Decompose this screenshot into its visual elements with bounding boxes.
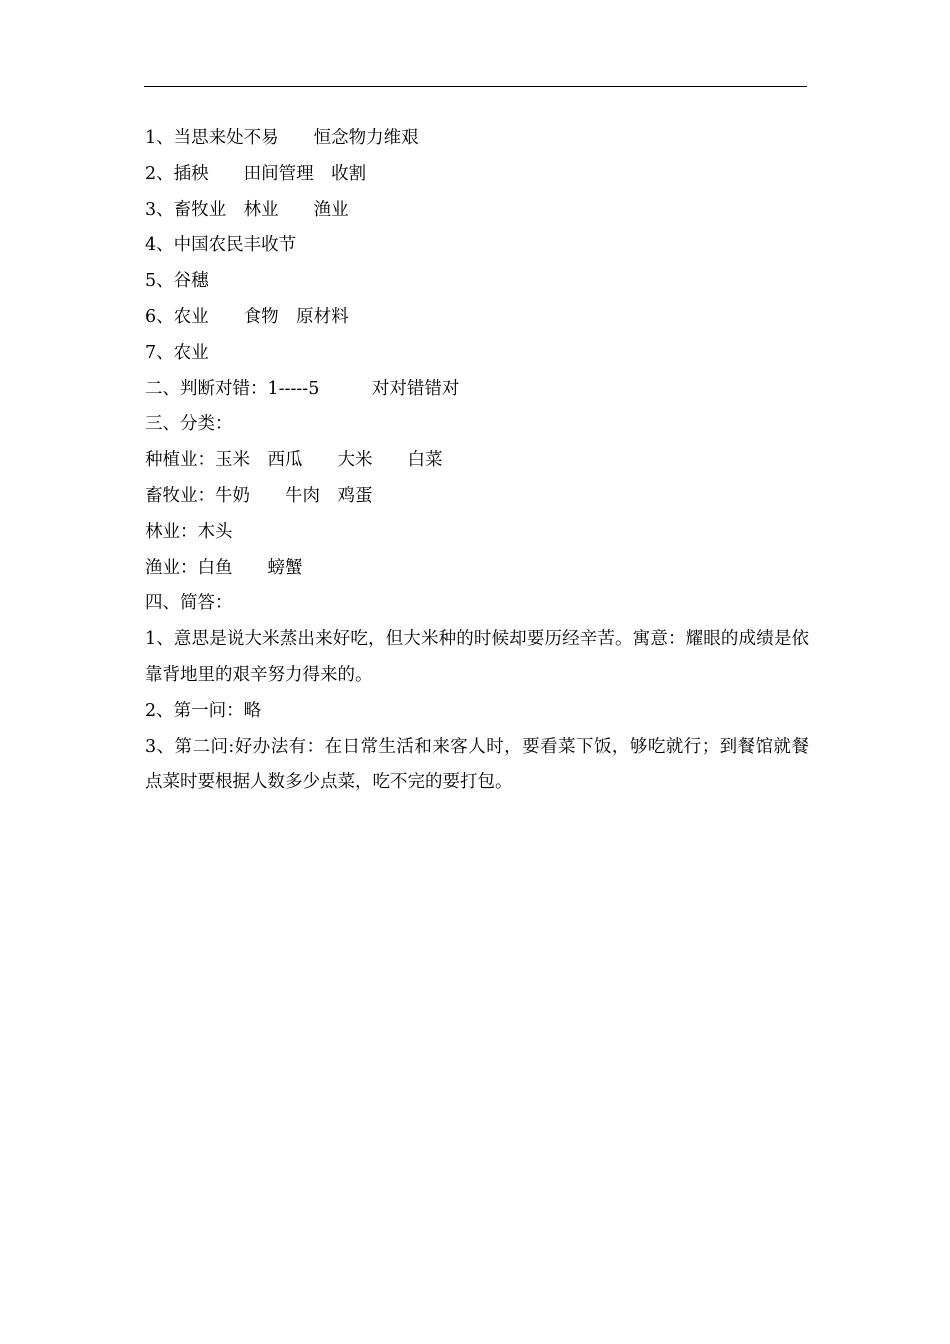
- fill-answer-5: 5、谷穗: [145, 271, 209, 292]
- classify-husbandry: 畜牧业：牛奶 牛肉 鸡蛋: [145, 485, 373, 506]
- classify-planting: 种植业：玉米 西瓜 大米 白菜: [145, 450, 443, 471]
- fill-answer-6: 6、农业 食物 原材料: [145, 306, 349, 327]
- short-answer-2: 2、第一问：略: [145, 700, 262, 721]
- judge-answers: 二、判断对错：1-----5 对对错错对: [145, 378, 460, 399]
- classify-fishery: 渔业：白鱼 螃蟹: [145, 557, 303, 578]
- fill-answer-1: 1、当思来处不易 恒念物力维艰: [145, 128, 419, 148]
- answer-content: [145, 121, 809, 801]
- header-rule: [144, 86, 807, 87]
- short-answer-heading: 四、简答：: [145, 593, 233, 614]
- short-answer-1: 1、意思是说大米蒸出来好吃，但大米种的时候却要历经辛苦。寓意：耀眼的成绩是依靠背地里的艰辛努力得来的。: [145, 629, 809, 685]
- short-answer-3: 3、第二问:好办法有：在日常生活和来客人时，要看菜下饭，够吃就行；到餐馆就餐点菜时要根据人数多少点菜，吃不完的要打包。: [145, 736, 809, 793]
- classify-heading: 三、分类：: [145, 414, 233, 435]
- classify-forestry: 林业：木头: [145, 521, 233, 542]
- fill-answer-7: 7、农业: [145, 342, 209, 363]
- fill-answer-2: 2、插秧 田间管理 收割: [145, 163, 367, 184]
- fill-answer-4: 4、中国农民丰收节: [145, 235, 297, 256]
- fill-answer-3: 3、畜牧业 林业 渔业: [145, 199, 349, 220]
